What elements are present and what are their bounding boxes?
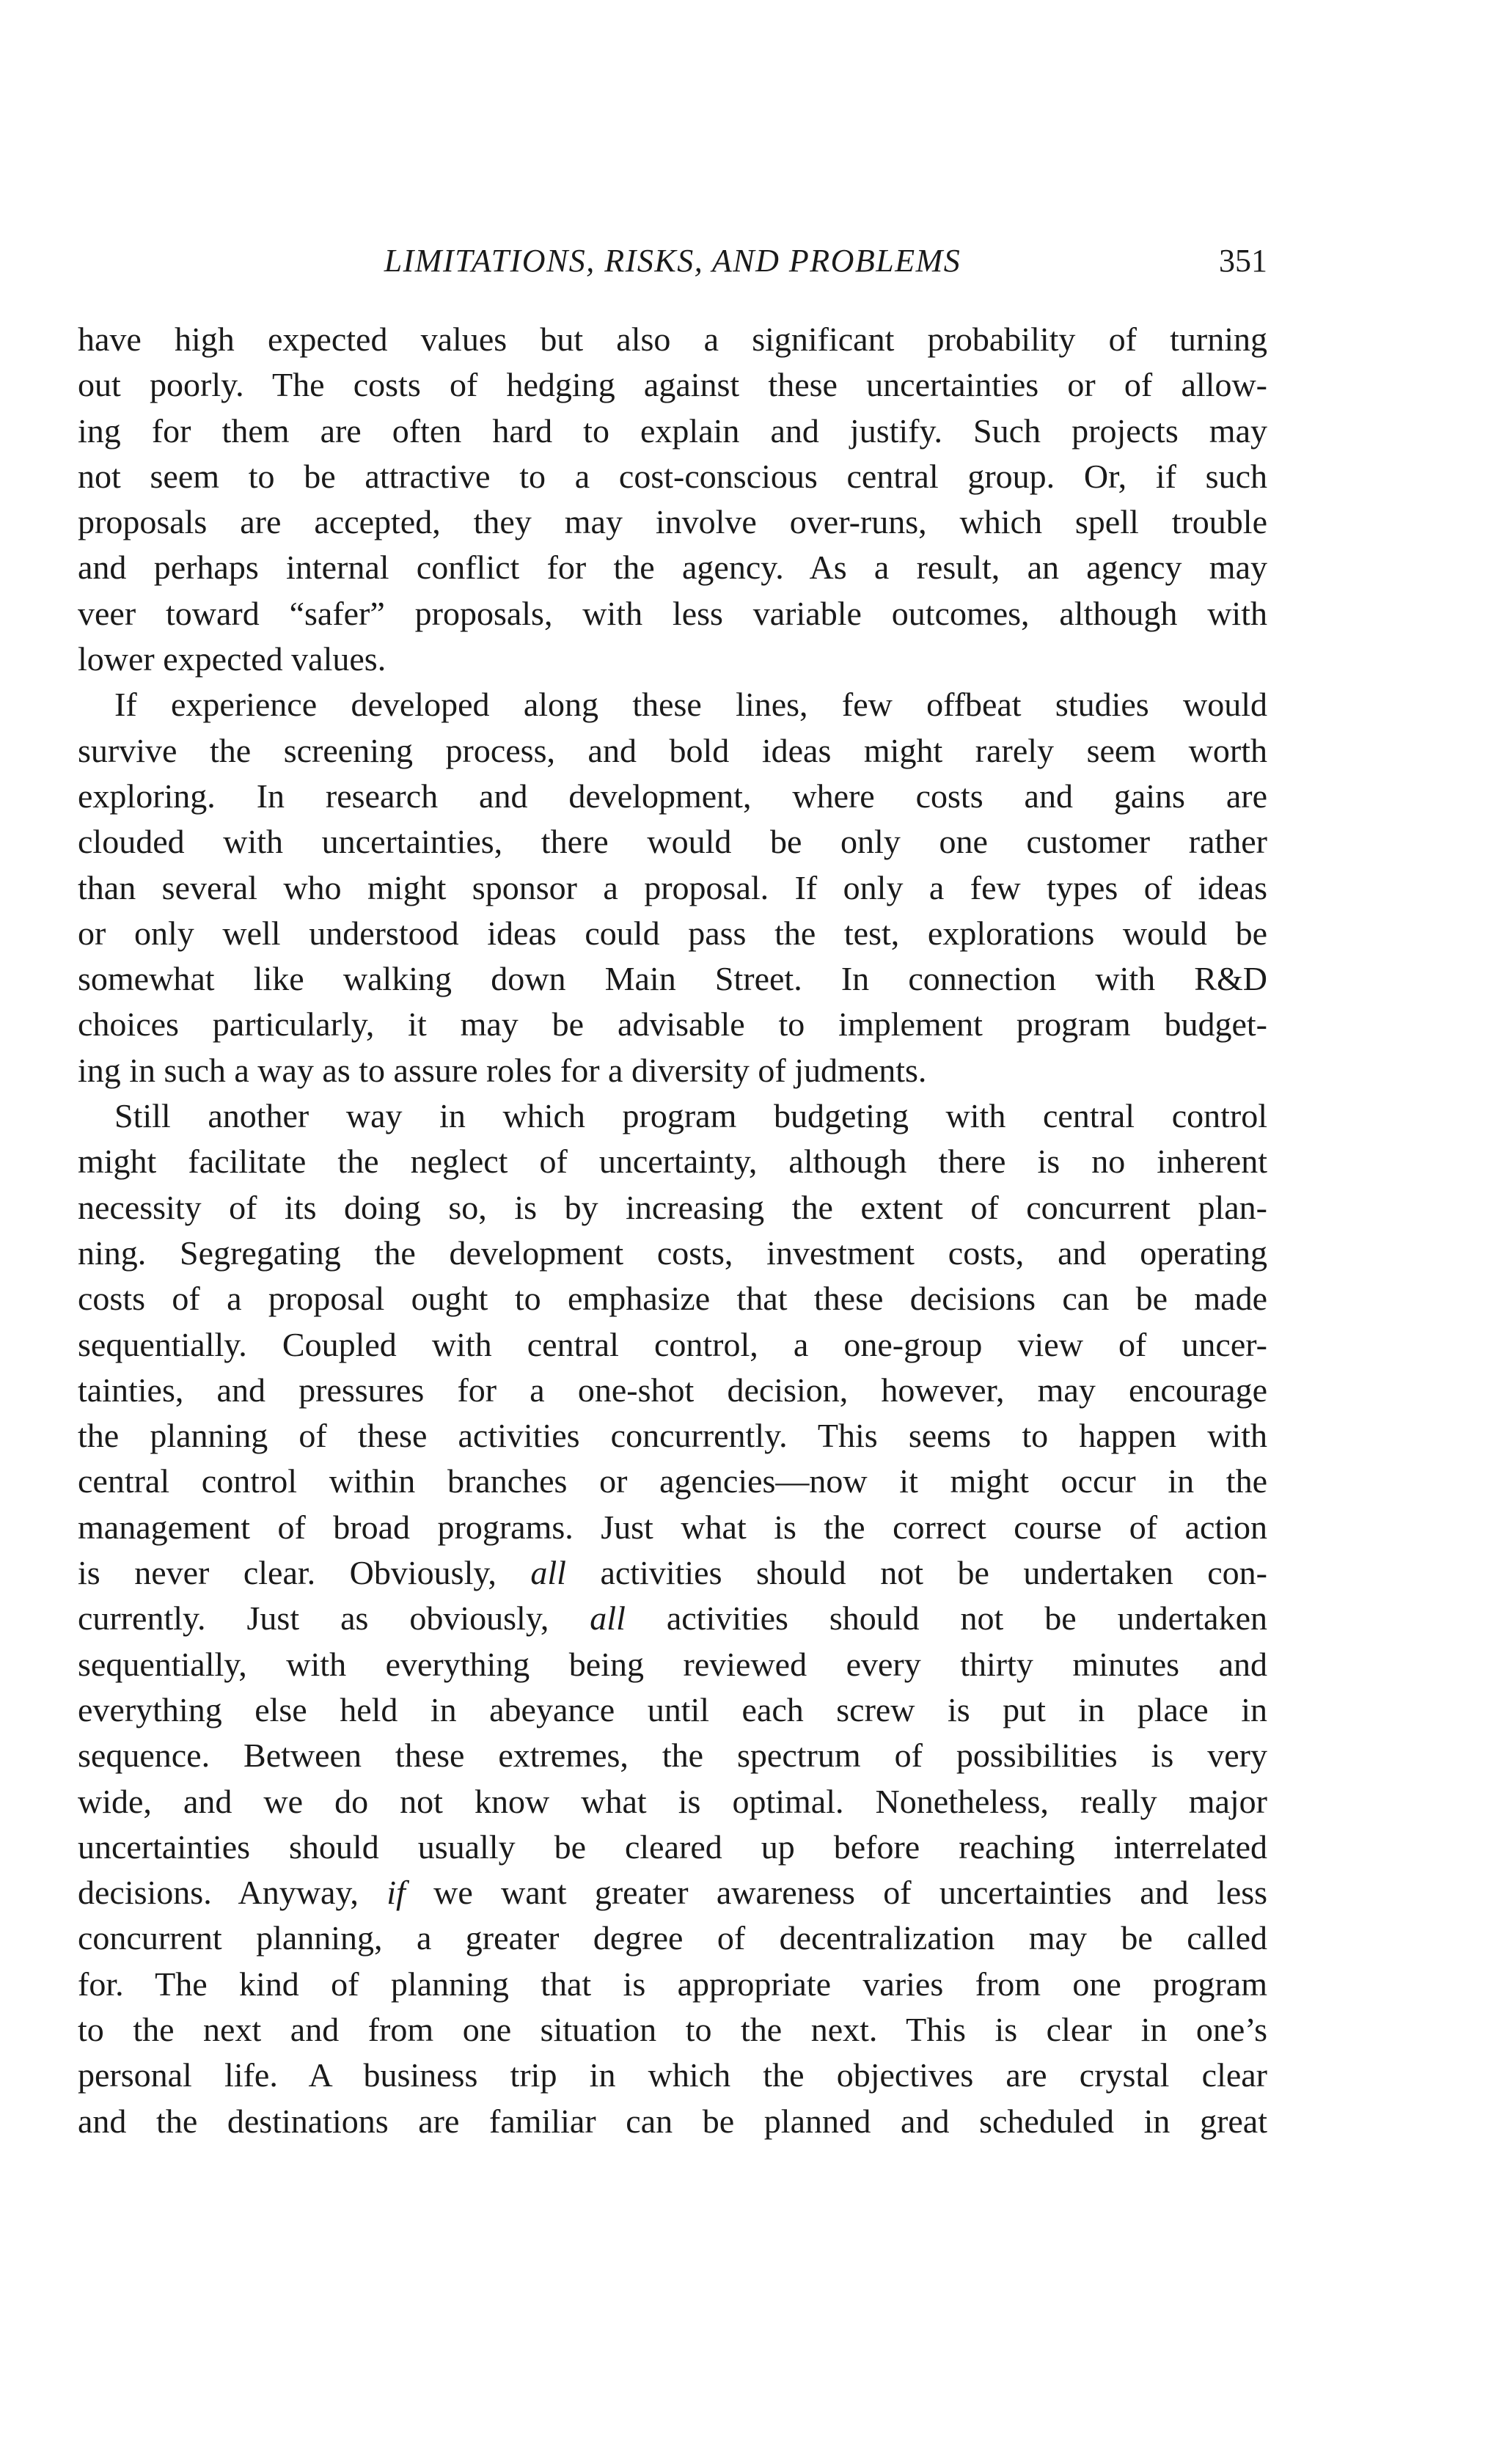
text-line: If experience developed along these lines, few offbeat studies would — [114, 686, 1267, 724]
text-line: wide, and we do not know what is optimal. Nonetheless, really major — [78, 1782, 1267, 1820]
text-line: might facilitate the neglect of uncertainty, although there is no inherent — [78, 1143, 1267, 1181]
text-line: the planning of these activities concurrently. This seems to happen with — [78, 1417, 1267, 1455]
emphasis: if — [387, 1874, 406, 1912]
text-line — [78, 1550, 1267, 1596]
text-line: have high expected values but also a significant probability of turning — [78, 320, 1267, 358]
text-line: sequence. Between these extremes, the spectrum of possibilities is very — [78, 1737, 1267, 1775]
text-line: veer toward “safer” proposals, with less variable outcomes, although with — [78, 594, 1267, 632]
text-line: ing in such a way as to assure roles for a diversity of judments. — [78, 1051, 927, 1089]
emphasis: all — [590, 1599, 626, 1638]
emphasis: all — [530, 1554, 566, 1592]
text-line: personal life. A business trip in which the objectives are crystal clear — [78, 2056, 1267, 2094]
text-line: Still another way in which program budgeting with central control — [114, 1097, 1267, 1135]
text-segment: we want greater awareness of uncertainties and less — [405, 1874, 1267, 1912]
text-line: tainties, and pressures for a one-shot decision, however, may encourage — [78, 1371, 1267, 1409]
text-line: concurrent planning, a greater degree of decentralization may be called — [78, 1919, 1267, 1957]
text-line: somewhat like walking down Main Street. In connection with R&D — [78, 960, 1267, 998]
text-line: to the next and from one situation to the next. This is clear in one’s — [78, 2010, 1267, 2048]
text-line: survive the screening process, and bold ideas might rarely seem worth — [78, 731, 1267, 769]
text-line: necessity of its doing so, is by increasing the extent of concurrent plan- — [78, 1188, 1267, 1226]
text-line: exploring. In research and development, where costs and gains are — [78, 777, 1267, 815]
text-line: ning. Segregating the development costs, investment costs, and operating — [78, 1233, 1267, 1272]
page-header — [78, 239, 1267, 290]
text-line: lower expected values. — [78, 640, 387, 678]
text-line: sequentially. Coupled with central control, a one-group view of uncer- — [78, 1325, 1267, 1363]
text-line: proposals are accepted, they may involve over-runs, which spell trouble — [78, 503, 1267, 541]
body-text — [78, 317, 1267, 2144]
text-line: management of broad programs. Just what is the correct course of action — [78, 1508, 1267, 1546]
text-line: not seem to be attractive to a cost-conscious central group. Or, if such — [78, 457, 1267, 495]
text-segment: activities should not be undertaken — [625, 1599, 1267, 1638]
text-line: uncertainties should usually be cleared up before reaching interrelated — [78, 1827, 1267, 1866]
text-line: costs of a proposal ought to emphasize that these decisions can be made — [78, 1280, 1267, 1318]
text-line: ing for them are often hard to explain and justify. Such projects may — [78, 411, 1267, 450]
text-line: central control within branches or agencies—now it might occur in the — [78, 1462, 1267, 1500]
text-line: sequentially, with everything being reviewed every thirty minutes and — [78, 1645, 1267, 1683]
text-line: and perhaps internal conflict for the agency. As a result, an agency may — [78, 549, 1267, 587]
text-segment: currently. Just as obviously, — [78, 1599, 590, 1638]
text-line: than several who might sponsor a proposal. If only a few types of ideas — [78, 868, 1267, 906]
text-segment: is never clear. Obviously, — [78, 1554, 531, 1592]
text-line: out poorly. The costs of hedging against these uncertainties or of allow- — [78, 366, 1267, 404]
text-line — [78, 1596, 1267, 1641]
text-line: clouded with uncertainties, there would be only one customer rather — [78, 823, 1267, 861]
text-line: and the destinations are familiar can be planned and scheduled in great — [78, 2102, 1267, 2140]
text-line: everything else held in abeyance until each screw is put in place in — [78, 1690, 1267, 1728]
text-line — [78, 1870, 1267, 1915]
page-number: 351 — [1219, 243, 1267, 279]
text-segment: decisions. Anyway, — [78, 1874, 387, 1912]
text-segment: activities should not be undertaken con- — [565, 1554, 1267, 1592]
running-head: LIMITATIONS, RISKS, AND PROBLEMS — [384, 243, 961, 279]
text-line: or only well understood ideas could pass the test, explorations would be — [78, 914, 1267, 952]
text-line: choices particularly, it may be advisable to implement program budget- — [78, 1005, 1267, 1044]
text-line: for. The kind of planning that is appropriate varies from one program — [78, 1965, 1267, 2003]
